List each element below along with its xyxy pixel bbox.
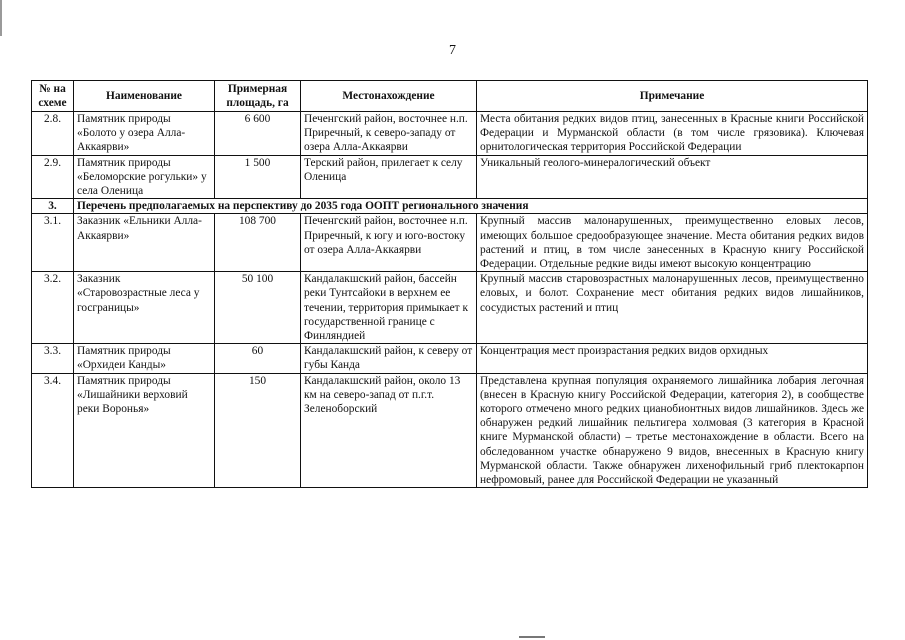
row-num: 2.8.: [32, 112, 74, 156]
row-location: Кандалакшский район, около 13 км на северо-запад от п.г.т. Зеленоборский: [301, 373, 477, 488]
table-row: [32, 112, 868, 156]
table-row: [32, 155, 868, 199]
row-note: Места обитания редких видов птиц, занесенных в Красные книги Российской Федерации и Мурманской области (в том числе грязовика). Ключевая орнитологическая территория Российской Федерации: [477, 112, 868, 156]
row-location: Печенгский район, восточнее н.п. Приречный, к югу и юго-востоку от озера Алла-Аккаярви: [301, 214, 477, 272]
row-note: Концентрация мест произрастания редких видов орхидных: [477, 344, 868, 373]
scan-edge-mark: [0, 0, 2, 36]
row-location: Кандалакшский район, бассейн реки Тунтсайоки в верхнем ее течении, территория примыкает к государственной границе с Финляндией: [301, 272, 477, 344]
row-area: 150: [215, 373, 301, 488]
row-location: Печенгский район, восточнее н.п. Приречный, к северо-западу от озера Алла-Аккаярви: [301, 112, 477, 156]
row-name: Памятник природы «Болото у озера Алла-Аккаярви»: [74, 112, 215, 156]
header-num: № на схеме: [32, 81, 74, 112]
row-name: Заказник «Старовозрастные леса у госграницы»: [74, 272, 215, 344]
row-location: Терский район, прилегает к селу Оленица: [301, 155, 477, 199]
row-name: Заказник «Ельники Алла-Аккаярви»: [74, 214, 215, 272]
page-number: 7: [449, 43, 456, 58]
table-row: [32, 272, 868, 344]
table-row: [32, 344, 868, 373]
table-row: [32, 214, 868, 272]
row-num: 3.2.: [32, 272, 74, 344]
row-note: Представлена крупная популяция охраняемого лишайника лобария легочная (внесен в Красную книгу Российской Федерации, категория 2), в сообществе которого отмечено много редких цианобионтных видов лишайников. Здесь же обнаружен редкий лишайник пельтигера холмовая (3 категория в Красной книге Мурманской области) – третье местонахождение в области. Всего на обследованном участке обнаружено 9 видов, внесенных в Красную книгу Мурманской области. Также обнаружен лихенофильный гриб плектокарпон нефромовый, ранее для Российской Федерации не указанный: [477, 373, 868, 488]
row-area: 1 500: [215, 155, 301, 199]
row-area: 6 600: [215, 112, 301, 156]
row-num: 2.9.: [32, 155, 74, 199]
row-area: 108 700: [215, 214, 301, 272]
row-area: 60: [215, 344, 301, 373]
row-name: Памятник природы «Беломорские рогульки» у села Оленица: [74, 155, 215, 199]
header-area: Примерная площадь, га: [215, 81, 301, 112]
section-row: [32, 199, 868, 214]
section-num: 3.: [32, 199, 74, 214]
section-title: Перечень предполагаемых на перспективу до 2035 года ООПТ регионального значения: [74, 199, 868, 214]
row-note: Крупный массив старовозрастных малонарушенных лесов, преимущественно еловых, и болот. Сохранение мест обитания редких видов лишайников, сосудистых растений и птиц: [477, 272, 868, 344]
protected-areas-table: [31, 80, 868, 488]
table-header-row: [32, 81, 868, 112]
header-name: Наименование: [74, 81, 215, 112]
row-area: 50 100: [215, 272, 301, 344]
row-note: Уникальный геолого-минералогический объект: [477, 155, 868, 199]
header-note: Примечание: [477, 81, 868, 112]
scan-bottom-mark: [519, 636, 545, 638]
row-num: 3.1.: [32, 214, 74, 272]
row-num: 3.4.: [32, 373, 74, 488]
row-name: Памятник природы «Орхидеи Канды»: [74, 344, 215, 373]
row-num: 3.3.: [32, 344, 74, 373]
row-note: Крупный массив малонарушенных, преимущественно еловых лесов, имеющих большое средообразующее значение. Места обитания редких видов растений и птиц, в том числе занесенных в Красную книгу Российской Федерации. Отдельные редкие виды имеют высокую концентрацию: [477, 214, 868, 272]
row-name: Памятник природы «Лишайники верховий реки Воронья»: [74, 373, 215, 488]
header-location: Местонахождение: [301, 81, 477, 112]
row-location: Кандалакшский район, к северу от губы Канда: [301, 344, 477, 373]
table-row: [32, 373, 868, 488]
